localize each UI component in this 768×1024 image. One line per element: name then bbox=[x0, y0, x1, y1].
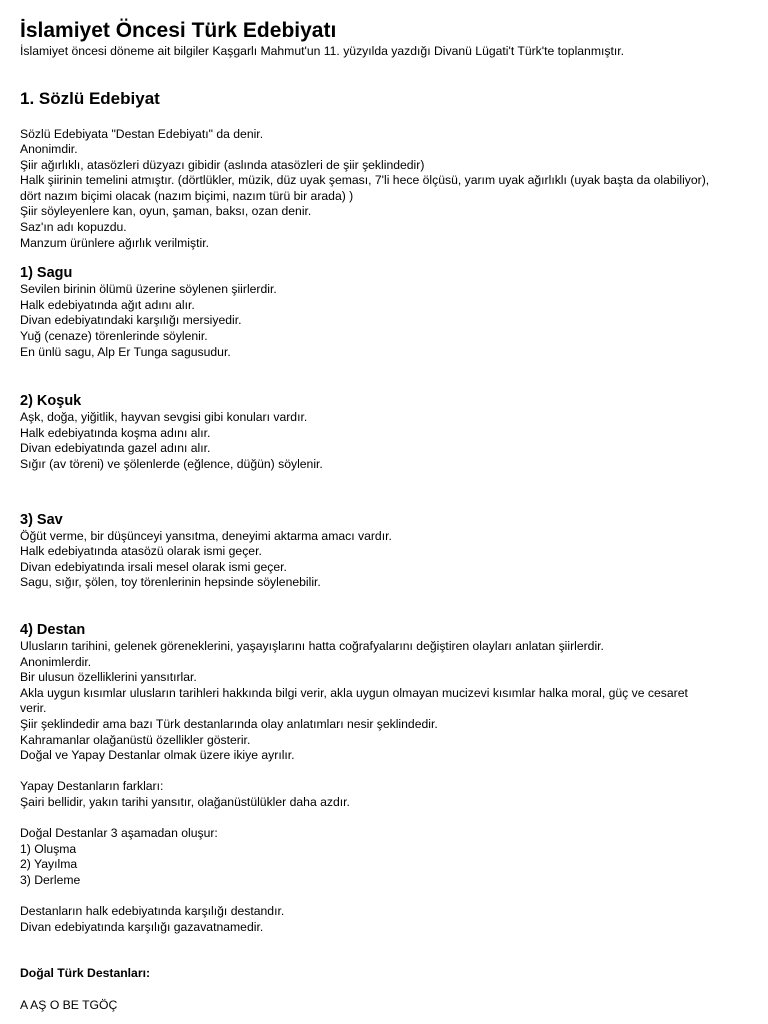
section-sagu-body bbox=[20, 282, 760, 360]
section-sav-body bbox=[20, 529, 760, 591]
text-line: Sevilen birinin ölümü üzerine söylenen şiirlerdir. bbox=[20, 282, 277, 297]
text-line: Doğal Destanlar 3 aşamadan oluşur: bbox=[20, 826, 218, 841]
text-line: Yapay Destanların farkları: bbox=[20, 779, 164, 794]
text-line: Anonimdir. bbox=[20, 142, 78, 157]
text-line: Halk edebiyatında ağıt adını alır. bbox=[20, 297, 195, 312]
text-line: Ulusların tarihini, gelenek göreneklerini, yaşayışlarını hatta coğrafyalarını değiştiren olayları anlatan şiirlerdir. bbox=[20, 638, 604, 653]
text-line: Sığır (av töreni) ve şölenlerde (eğlence, düğün) söylenir. bbox=[20, 457, 323, 471]
subheading-kosuk: 2) Koşuk bbox=[20, 393, 82, 410]
text-line: verir. bbox=[20, 701, 47, 716]
text-line: Divan edebiyatındaki karşılığı mersiyedir. bbox=[20, 313, 242, 328]
section-sozlu-body bbox=[20, 127, 760, 252]
section-heading-sozlu-edebiyat: 1. Sözlü Edebiyat bbox=[20, 88, 160, 108]
text-line: Doğal ve Yapay Destanlar olmak üzere ikiye ayrılır. bbox=[20, 748, 295, 763]
document-page bbox=[20, 18, 760, 1013]
list-item: 1) Oluşma bbox=[20, 841, 77, 856]
text-line: Divan edebiyatında irsali mesel olarak ismi geçer. bbox=[20, 559, 287, 574]
text-line: Öğüt verme, bir düşünceyi yansıtma, deneyimi aktarma amacı vardır. bbox=[20, 528, 392, 543]
subheading-sav: 3) Sav bbox=[20, 511, 63, 528]
text-line: Divan edebiyatında gazel adını alır. bbox=[20, 441, 211, 456]
text-line: Yuğ (cenaze) törenlerinde söylenir. bbox=[20, 329, 208, 344]
text-line: Sagu, sığır, şölen, toy törenlerinin hepsinde söylenebilir. bbox=[20, 575, 321, 590]
text-line: Destanların halk edebiyatında karşılığı destandır. bbox=[20, 904, 285, 919]
text-line: Şiir şeklindedir ama bazı Türk destanlarında olay anlatımları nesir şeklindedir. bbox=[20, 716, 438, 731]
text-line: Anonimlerdir. bbox=[20, 654, 92, 669]
section-destan-body bbox=[20, 639, 760, 935]
text-line: Akla uygun kısımlar ulusların tarihleri hakkında bilgi verir, akla uygun olmayan mucizevi kısımlar halka moral, güç ve cesaret bbox=[20, 685, 688, 700]
text-line: Halk edebiyatında koşma adını alır. bbox=[20, 425, 211, 440]
text-line: Manzum ürünlere ağırlık verilmiştir. bbox=[20, 235, 209, 250]
text-line: Halk şiirinin temelini atmıştır. (dörtlükler, müzik, düz uyak şeması, 7'li hece ölçüsü, yarım uyak ağırlıklı (uyak başta da olabiliyor), bbox=[20, 173, 710, 188]
section-kosuk-body bbox=[20, 410, 760, 472]
page-title: İslamiyet Öncesi Türk Edebiyatı bbox=[20, 19, 337, 42]
intro-text: İslamiyet öncesi döneme ait bilgiler Kaşgarlı Mahmut'un 11. yüzyılda yazdığı Divanü Lügati't Türk'te toplanmıştır. bbox=[20, 44, 625, 58]
mnemonic-text: A AŞ O BE TGÖÇ bbox=[20, 997, 118, 1012]
subheading-sagu: 1) Sagu bbox=[20, 265, 73, 282]
text-line: Bir ulusun özelliklerini yansıtırlar. bbox=[20, 670, 197, 685]
subheading-dogal-turk-destanlari: Doğal Türk Destanları: bbox=[20, 966, 151, 981]
text-line: dört nazım biçimi olacak (nazım biçimi, nazım türü bir arada) ) bbox=[20, 188, 354, 203]
text-line: Halk edebiyatında atasözü olarak ismi geçer. bbox=[20, 544, 262, 559]
text-line: Saz'ın adı kopuzdu. bbox=[20, 220, 127, 235]
text-line: Şairi bellidir, yakın tarihi yansıtır, olağanüstülükler daha azdır. bbox=[20, 794, 350, 809]
text-line: Şiir ağırlıklı, atasözleri düzyazı gibidir (aslında atasözleri de şiir şeklindedir) bbox=[20, 157, 425, 172]
list-item: 3) Derleme bbox=[20, 872, 81, 887]
text-line: Kahramanlar olağanüstü özellikler gösterir. bbox=[20, 732, 251, 747]
text-line: En ünlü sagu, Alp Er Tunga sagusudur. bbox=[20, 344, 231, 359]
subheading-destan: 4) Destan bbox=[20, 621, 86, 638]
text-line: Divan edebiyatında karşılığı gazavatnamedir. bbox=[20, 919, 264, 934]
list-item: 2) Yayılma bbox=[20, 857, 78, 872]
text-line: Şiir söyleyenlere kan, oyun, şaman, baksı, ozan denir. bbox=[20, 204, 312, 219]
text-line: Aşk, doğa, yiğitlik, hayvan sevgisi gibi konuları vardır. bbox=[20, 410, 308, 425]
text-line: Sözlü Edebiyata "Destan Edebiyatı" da denir. bbox=[20, 126, 264, 141]
